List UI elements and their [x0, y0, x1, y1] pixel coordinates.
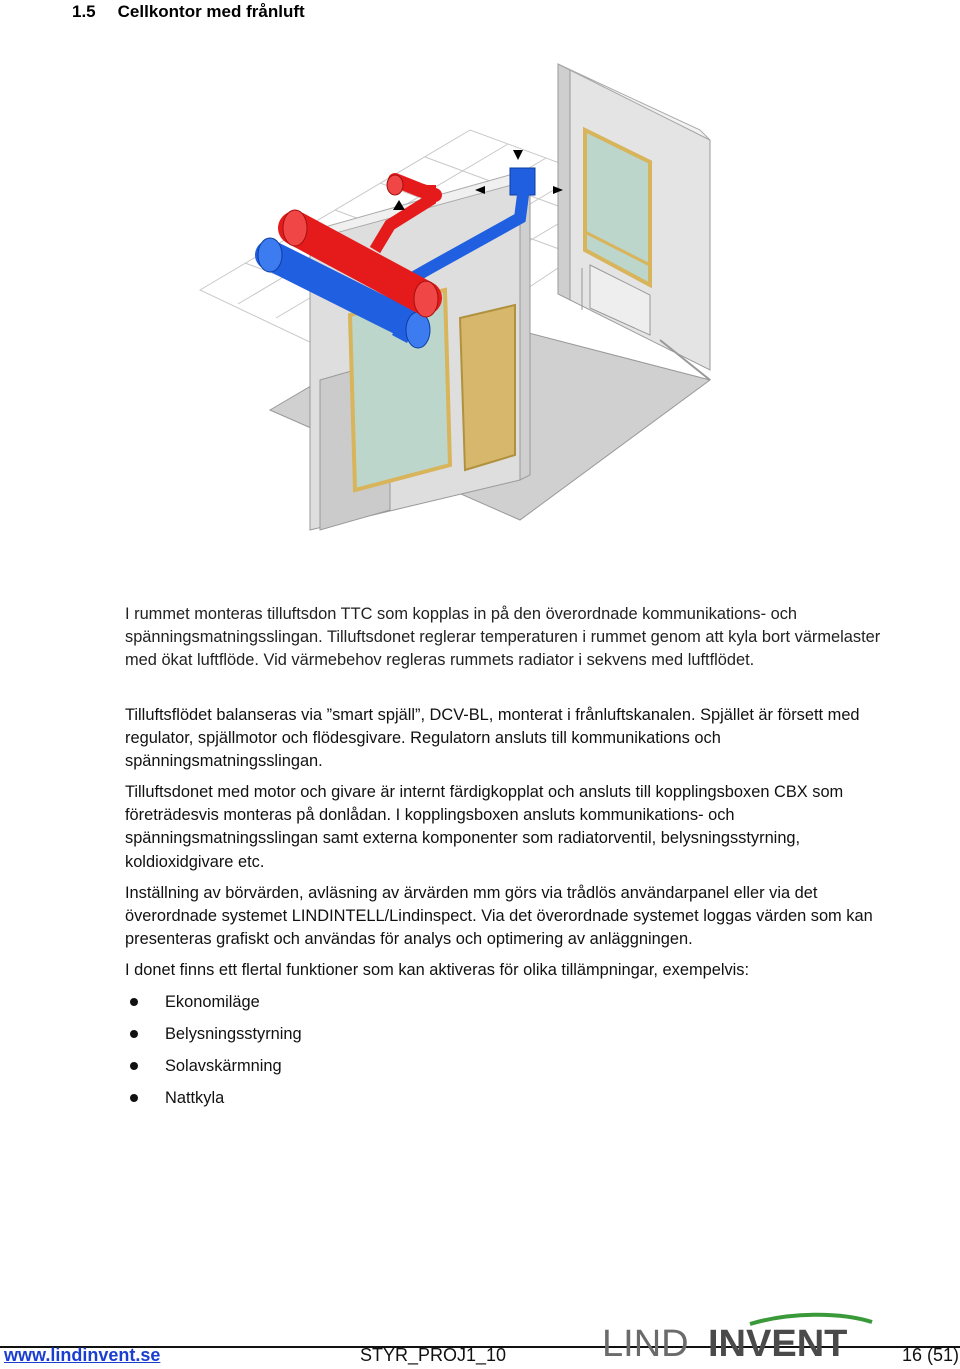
- bullet-icon: [130, 1030, 138, 1038]
- paragraph-5: I donet finns ett flertal funktioner som kan aktiveras för olika tillämpningar, exempelvis:: [125, 961, 750, 979]
- paragraph-1: I rummet monteras tilluftsdon TTC som kopplas in på den överordnade kommunikations- och spänningsmatningsslingan. Tilluftsdonet reglerar temperaturen i rummet genom att kyla bort värmelaster med ökat luftflöde. Vid värmebehov regleras rummets radiator i sekvens med luftflödet.: [125, 605, 881, 670]
- section-number: 1.5: [72, 2, 96, 21]
- paragraph-2: Tilluftsflödet balanseras via ”smart spjäll”, DCV-BL, monterat i frånluftskanalen. Spjället är försett med regulator, spjällmotor och flödesgivare. Regulatorn ansluts till kommunikations och spänningsmatningsslingan.: [125, 706, 860, 771]
- function-list: [125, 990, 302, 1118]
- svg-text:INVENT: INVENT: [708, 1323, 848, 1365]
- door-leaf: [460, 305, 515, 470]
- paragraph-3: Tilluftsdonet med motor och givare är internt färdigkopplat och ansluts till kopplingsboxen CBX som företrädesvis monteras på donlådan. I kopplingsboxen ansluts kommunikations- och spänningsmatningsslingan samt externa komponenter som radiatorventil, belysningsstyrning, koldioxidgivare etc.: [125, 783, 844, 871]
- list-item: Ekonomiläge: [125, 990, 302, 1022]
- list-item: Nattkyla: [125, 1086, 302, 1118]
- room-illustration: [190, 50, 750, 570]
- section-title: Cellkontor med frånluft: [117, 2, 305, 21]
- list-item: Belysningsstyrning: [125, 1022, 302, 1054]
- footer-website-link[interactable]: www.lindinvent.se: [4, 1345, 161, 1365]
- section-heading: [72, 0, 305, 24]
- bullet-icon: [130, 998, 138, 1006]
- bullet-icon: [130, 1062, 138, 1070]
- list-item: Solavskärmning: [125, 1054, 302, 1086]
- lindinvent-logo: [600, 1310, 875, 1366]
- bullet-icon: [130, 1094, 138, 1102]
- document-id: STYR_PROJ1_10: [360, 1345, 507, 1365]
- page-number: 16 (51): [902, 1345, 960, 1365]
- paragraph-4: Inställning av börvärden, avläsning av ärvärden mm görs via trådlös användarpanel eller via det överordnade systemet LINDINTELL/Lindinspect. Via det överordnade systemet loggas värden som kan presenteras grafiskt och användas för analys och optimering av anläggningen.: [125, 884, 873, 949]
- svg-text:LIND: LIND: [602, 1323, 689, 1365]
